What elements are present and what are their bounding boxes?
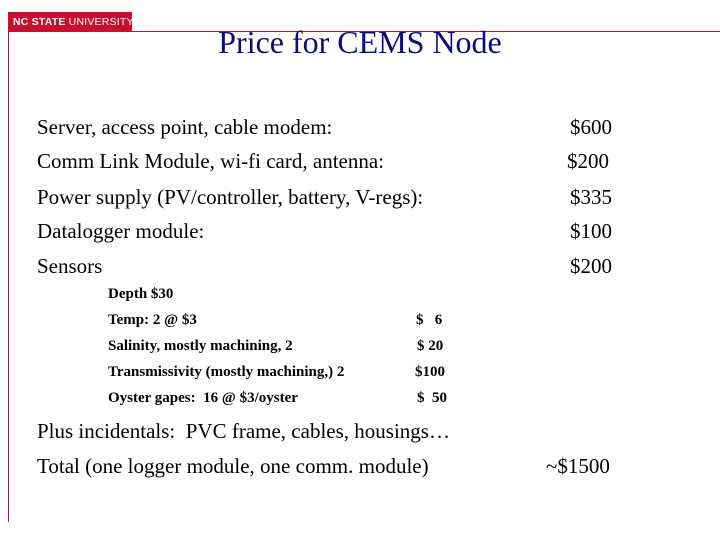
total-label: Total (one logger module, one comm. module) [37, 454, 429, 478]
sensor-price: $ 20 [417, 338, 444, 354]
sensor-label: Transmissivity (mostly machining,) 2 [108, 364, 345, 380]
sensor-price: $ 50 [417, 390, 447, 406]
item-price: $200 [567, 149, 609, 173]
sensor-label: Temp: 2 @ $3 [108, 312, 197, 328]
item-label: Sensors [37, 254, 103, 278]
total-price: ~$1500 [546, 454, 610, 478]
item-label: Comm Link Module, wi-fi card, antenna: [37, 149, 385, 173]
sensor-price: $ 6 [416, 312, 443, 328]
sensor-label: Depth $30 [108, 286, 174, 302]
item-price: $600 [570, 115, 612, 139]
incidentals-note: Plus incidentals: PVC frame, cables, housings… [37, 419, 450, 443]
slide-title: Price for CEMS Node [218, 24, 502, 60]
sensor-label: Salinity, mostly machining, 2 [108, 338, 293, 354]
item-label: Datalogger module: [37, 219, 205, 243]
item-label: Server, access point, cable modem: [37, 115, 333, 139]
item-price: $100 [570, 219, 612, 243]
item-price: $335 [570, 185, 612, 209]
left-rule [8, 32, 9, 522]
sensor-label: Oyster gapes: 16 @ $3/oyster [108, 390, 298, 406]
sensor-price: $100 [415, 364, 445, 380]
item-price: $200 [570, 254, 612, 278]
university-logo: NC STATE UNIVERSITY [8, 12, 132, 32]
item-label: Power supply (PV/controller, battery, V-regs): [37, 185, 424, 209]
